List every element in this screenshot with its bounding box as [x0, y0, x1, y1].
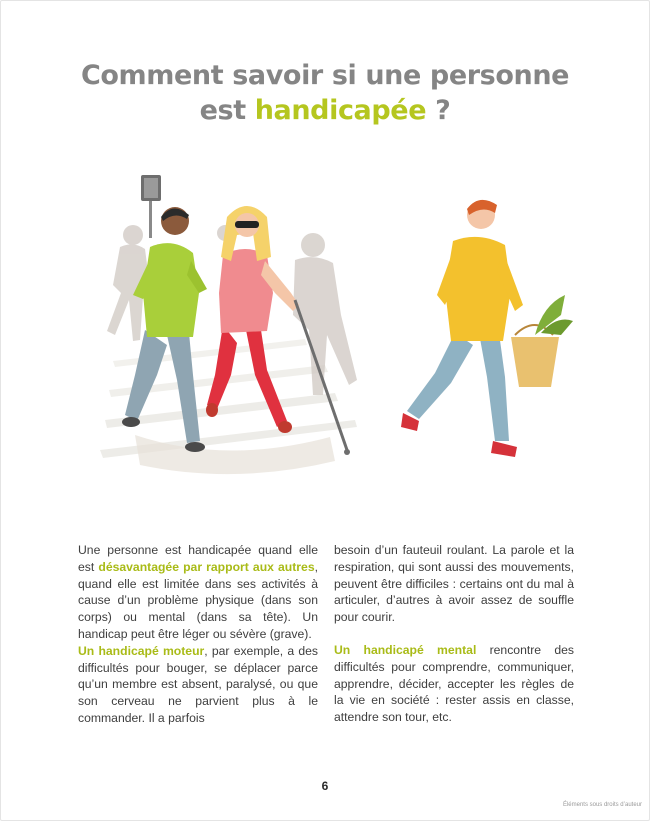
highlight-motor-disability: Un handicapé moteur	[78, 643, 205, 658]
text-segment: Une personne est handicapée quand elle est	[78, 543, 318, 574]
illustration	[95, 165, 595, 495]
page-number: 6	[321, 779, 329, 793]
title-question-mark: ?	[426, 95, 451, 126]
paragraph-motor-continued: besoin d’un fauteuil roulant. La parole et la respiration, qui sont aussi des mouvements, peuvent être difficiles : certains ont du mal à articuler, d’autres à avoir assez de souffle pour courir.	[334, 543, 574, 625]
traffic-sign	[141, 175, 161, 238]
text-segment: , par exemple, a des difficultés pour bouger, se déplacer parce qu’un membre est absent, paralysé, ou que son cerveau ne parvient plus à le commander. Il a parfois	[78, 643, 318, 725]
man-yellow-sweater	[401, 200, 573, 457]
paragraph-mental-disability	[334, 642, 574, 726]
text-column-left	[78, 542, 318, 727]
paragraph-motor-disability	[78, 643, 318, 727]
highlight-disadvantaged: désavantagée par rapport aux autres	[98, 559, 315, 574]
text-segment: , quand elle est limitée dans ses activités à cause d’un problème physique (dans son corps) ou mental (dans sa tête). Un handicap peut être léger ou sévère (grave).	[78, 559, 318, 641]
title-line-2-prefix: est	[199, 95, 255, 126]
highlight-mental-disability: Un handicapé mental	[334, 642, 477, 657]
page-title	[0, 58, 650, 128]
title-line-1: Comment savoir si une personne	[80, 60, 570, 91]
title-highlight: handicapée	[254, 95, 427, 126]
copyright-notice: Éléments sous droits d’auteur	[562, 802, 642, 808]
text-segment: rencontre des difficultés pour comprendre, communiquer, apprendre, décider, accepter les règles de la vie en société : rester assis en classe, attendre son tour, etc.	[334, 642, 574, 725]
text-column-right	[334, 542, 574, 726]
paragraph-definition	[78, 542, 318, 643]
